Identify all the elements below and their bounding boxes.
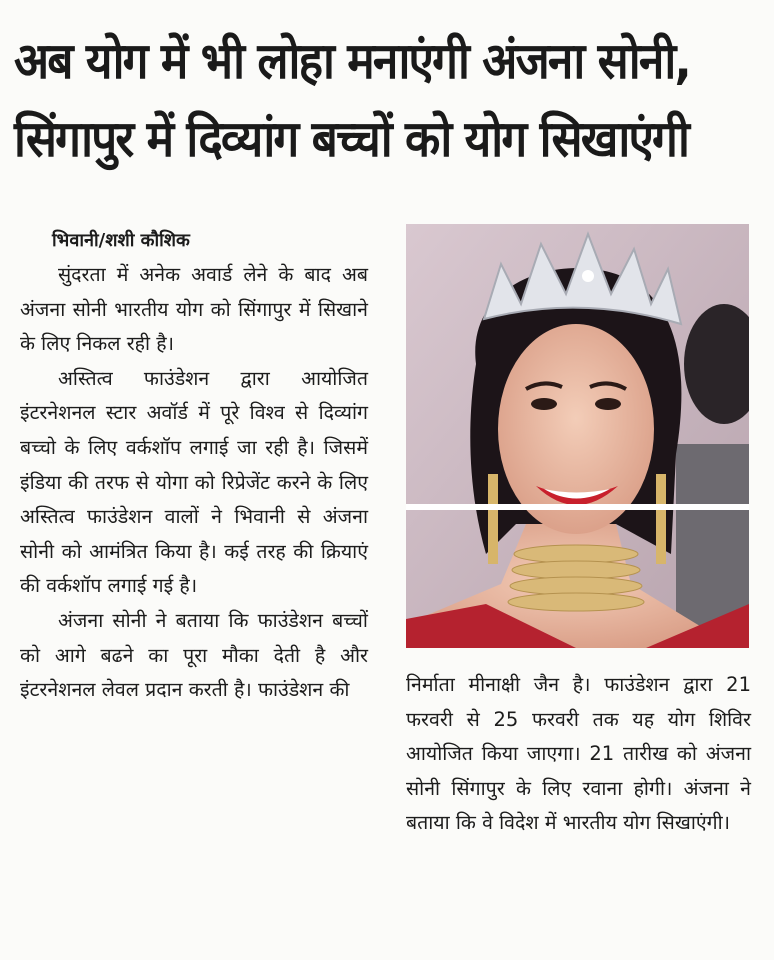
crown-jewel (582, 270, 594, 282)
article-column-left (20, 224, 368, 708)
byline: भिवानी/शशी कौशिक (52, 230, 190, 251)
paragraph-2: अस्तित्व फाउंडेशन द्वारा आयोजित इंटरनेशनल स्टार अवॉर्ड में पूरे विश्व से दिव्यांग बच्चो के लिए वर्कशॉप लगाई जा रही है। जिसमें इंडिया की तरफ से योगा को रिप्रेजेंट करने के लिए अस्तित्व फाउंडेशन वालों ने भिवानी से अंजना सोनी को आमंत्रित किया है। कई तरह की क्रियाएं की वर्कशॉप लगाई गई है। (20, 366, 368, 598)
left-earring (488, 474, 498, 564)
right-eye (595, 398, 621, 410)
headline-line-2: सिंगापुर में दिव्यांग बच्चों को योग सिखाएंगी (14, 110, 689, 168)
headline-line-1: अब योग में भी लोहा मनाएंगी अंजना सोनी, (14, 32, 691, 90)
right-earring (656, 474, 666, 564)
paragraph-1: सुंदरता में अनेक अवार्ड लेने के बाद अब अंजना सोनी भारतीय योग को सिंगापुर में सिखाने के लिए निकल रही है। (20, 263, 368, 356)
photo-fold-line (406, 504, 749, 510)
portrait-illustration (406, 224, 749, 648)
paragraph-3: अंजना सोनी ने बताया कि फाउंडेशन बच्चों को आगे बढने का पूरा मौका देती है और इंटरनेशनल लेवल प्रदान करती है। फाउंडेशन की (20, 608, 368, 702)
headline (14, 22, 704, 178)
article-column-right (406, 668, 751, 841)
left-eye (531, 398, 557, 410)
paragraph-4: निर्माता मीनाक्षी जैन है। फाउंडेशन द्वारा 21 फरवरी से 25 फरवरी तक यह योग शिविर आयोजित किया जाएगा। 21 तारीख को अंजना सोनी सिंगापुर के लिए रवाना होगी। अंजना ने बताया कि वे विदेश में भारतीय योग सिखाएंगी। (406, 673, 751, 835)
background-clothing (676, 444, 749, 634)
article-photo (406, 224, 749, 648)
